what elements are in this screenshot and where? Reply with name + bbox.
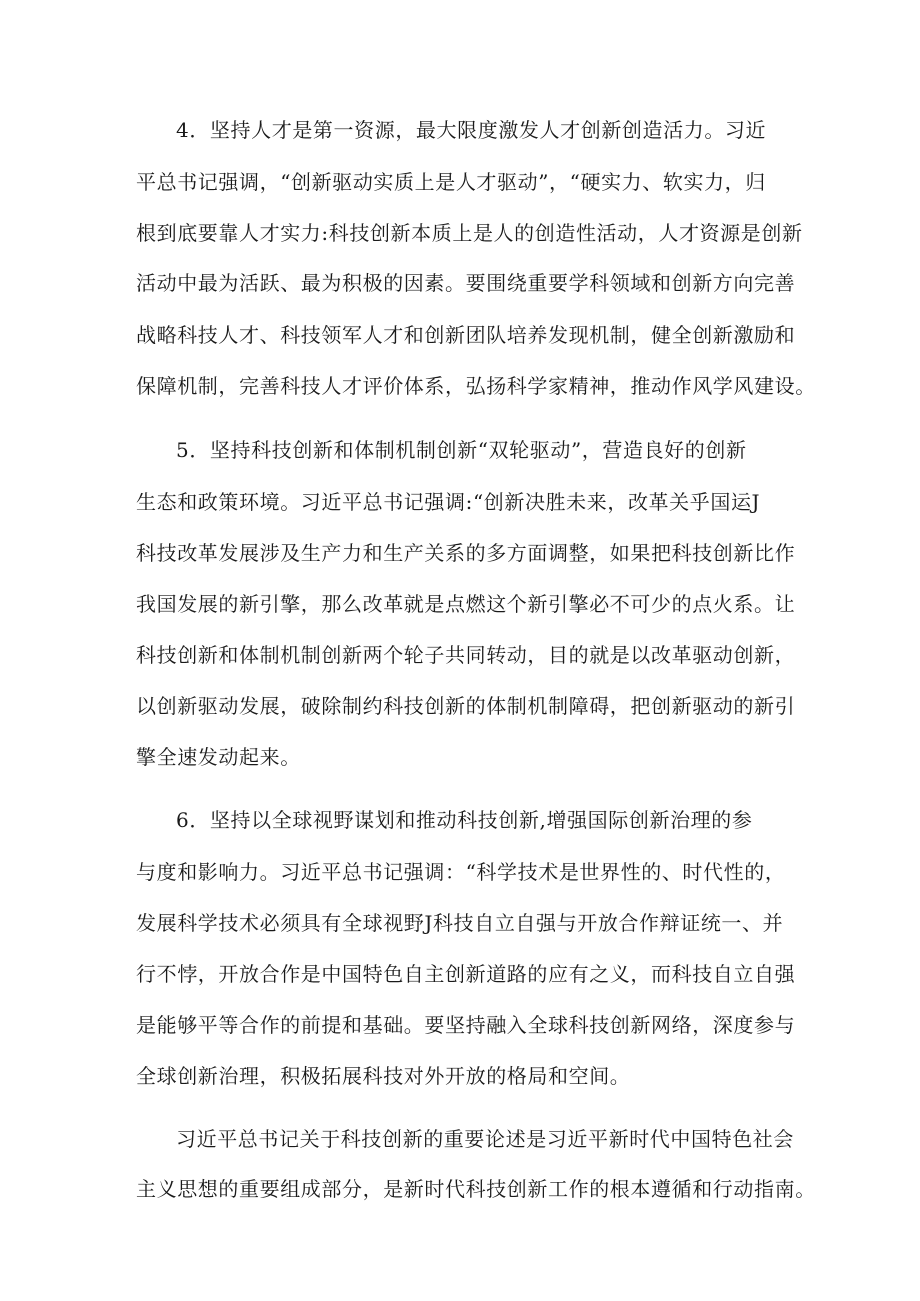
text-line: 4．坚持人才是第一资源，最大限度激发人才创新创造活力。习近 xyxy=(176,118,767,142)
text-line: 6．坚持以全球视野谋划和推动科技创新,增强国际创新治理的参 xyxy=(176,808,753,832)
text-line: 是能够平等合作的前提和基础。要坚持融入全球科技创新网络，深度参与 xyxy=(136,1013,796,1037)
text-line: 5．坚持科技创新和体制机制创新“双轮驱动”，营造良好的创新 xyxy=(176,438,747,462)
text-line: 我国发展的新引擎，那么改革就是点燃这个新引擎必不可少的点火系。让 xyxy=(136,592,796,616)
text-line: 习近平总书记关于科技创新的重要论述是习近平新时代中国特色社会 xyxy=(176,1127,794,1151)
text-line: 发展科学技术必须具有全球视野J科技自立自强与开放合作辩证统一、并 xyxy=(136,911,784,935)
text-line: 生态和政策环境。习近平总书记强调:“创新决胜未来，改革关乎国运J xyxy=(136,490,761,514)
text-line: 主义思想的重要组成部分，是新时代科技创新工作的根本遵循和行动指南。 xyxy=(136,1177,816,1201)
text-line: 根到底要靠人才实力:科技创新本质上是人的创造性活动，人才资源是创新 xyxy=(136,221,803,245)
text-line: 与度和影响力。习近平总书记强调：“科学技术是世界性的、时代性的， xyxy=(136,860,786,884)
text-line: 擎全速发动起来。 xyxy=(136,745,301,769)
text-line: 战略科技人才、科技领军人才和创新团队培养发现机制，健全创新激励和 xyxy=(136,323,796,347)
text-line: 活动中最为活跃、最为积极的因素。要围绕重要学科领域和创新方向完善 xyxy=(136,271,796,295)
text-line: 平总书记强调，“创新驱动实质上是人才驱动”，“硬实力、软实力，归 xyxy=(136,170,766,194)
text-line: 保障机制，完善科技人才评价体系，弘扬科学家精神，推动作风学风建设。 xyxy=(136,374,816,398)
text-line: 以创新驱动发展，破除制约科技创新的体制机制障碍，把创新驱动的新引 xyxy=(136,694,796,718)
text-line: 全球创新治理，积极拓展科技对外开放的格局和空间。 xyxy=(136,1064,631,1088)
text-line: 科技创新和体制机制创新两个轮子共同转动，目的就是以改革驱动创新， xyxy=(136,643,796,667)
text-line: 科技改革发展涉及生产力和生产关系的多方面调整，如果把科技创新比作 xyxy=(136,541,796,565)
text-line: 行不悖，开放合作是中国特色自主创新道路的应有之义，而科技自立自强 xyxy=(136,962,796,986)
